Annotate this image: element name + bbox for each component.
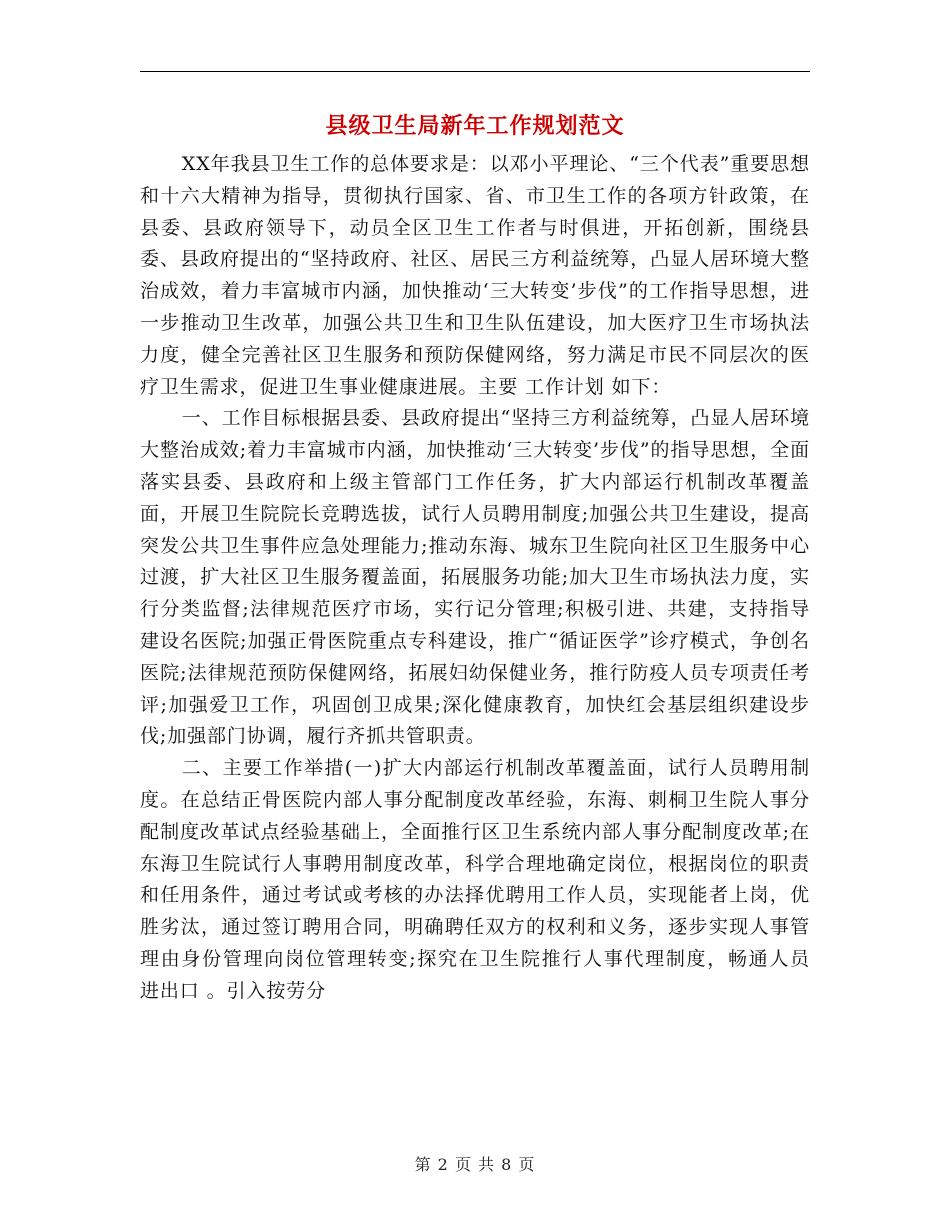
document-body	[140, 149, 810, 1008]
header-rule	[140, 71, 810, 72]
document-title: 县级卫生局新年工作规划范文	[325, 113, 625, 139]
paragraph-work-goals: 一、工作目标根据县委、县政府提出“坚持三方利益统筹，凸显人居环境大整治成效;着力丰富城市内涵，加快推动‘三大转变’步伐”的指导思想，全面落实县委、县政府和上级主管部门工作任务，扩大内部运行机制改革覆盖面，开展卫生院院长竞聘选拔，试行人员聘用制度;加强公共卫生建设，提高突发公共卫生事件应急处理能力;推动东海、城东卫生院向社区卫生服务中心过渡，扩大社区卫生服务覆盖面，拓展服务功能;加大卫生市场执法力度，实行分类监督;法律规范医疗市场，实行记分管理;积极引进、共建，支持指导建设名医院;加强正骨医院重点专科建设，推广“循证医学”诊疗模式，争创名医院;法律规范预防保健网络，拓展妇幼保健业务，推行防疫人员专项责任考评;加强爱卫工作，巩固创卫成果;深化健康教育，加快红会基层组织建设步伐;加强部门协调，履行齐抓共管职责。	[140, 407, 810, 748]
page-number: 第 2 页 共 8 页	[414, 1155, 536, 1174]
paragraph-main-measures: 二、主要工作举措(一)扩大内部运行机制改革覆盖面，试行人员聘用制度。在总结正骨医院内部人事分配制度改革经验，东海、刺桐卫生院人事分配制度改革试点经验基础上，全面推行区卫生系统内部人事分配制度改革;在东海卫生院试行人事聘用制度改革，科学合理地确定岗位，根据岗位的职责和任用条件，通过考试或考核的办法择优聘用工作人员，实现能者上岗，优胜劣汰，通过签订聘用合同，明确聘任双方的权利和义务，逐步实现人事管理由身份管理向岗位管理转变;探究在卫生院推行人事代理制度，畅通人员 进出口 。引入按劳分	[140, 757, 810, 1002]
paragraph-intro: XX年我县卫生工作的总体要求是：以邓小平理论、“三个代表”重要思想和十六大精神为指导，贯彻执行国家、省、市卫生工作的各项方针政策，在县委、县政府领导下，动员全区卫生工作者与时俱进，开拓创新，围绕县委、县政府提出的“坚持政府、社区、居民三方利益统筹，凸显人居环境大整治成效，着力丰富城市内涵，加快推动‘三大转变’步伐”的工作指导思想，进一步推动卫生改革，加强公共卫生和卫生队伍建设，加大医疗卫生市场执法力度，健全完善社区卫生服务和预防保健网络，努力满足市民不同层次的医疗卫生需求，促进卫生事业健康进展。主要 工作计划 如下：	[140, 153, 810, 398]
